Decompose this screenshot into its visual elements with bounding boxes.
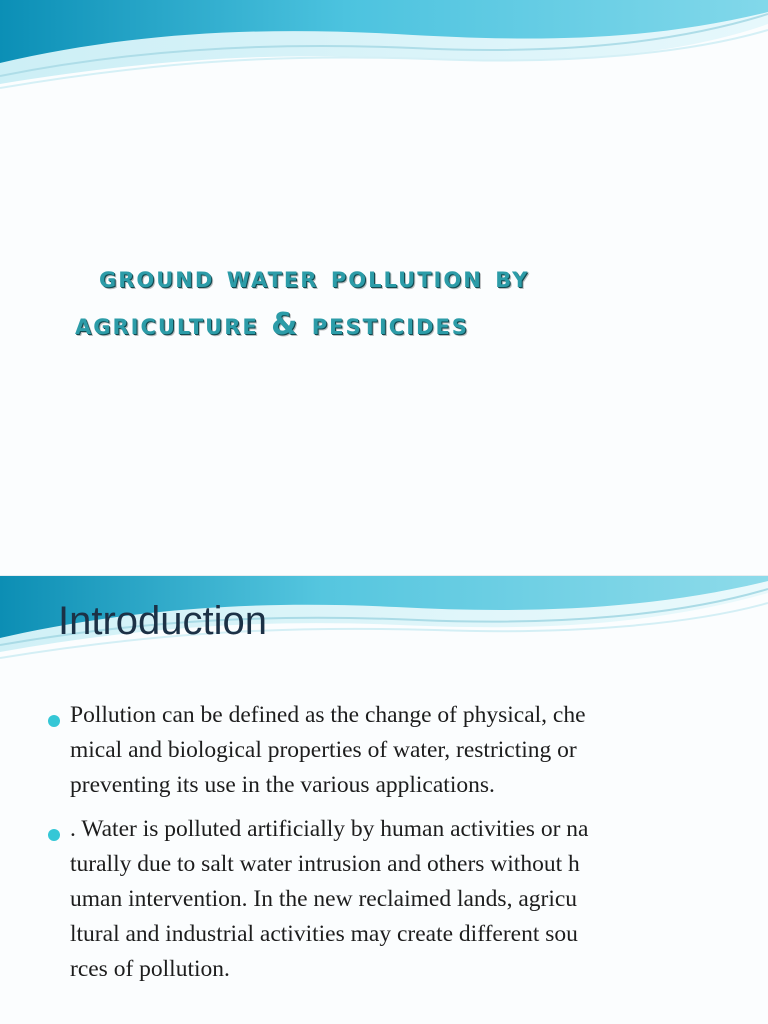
title-line-1: ground water pollution by	[99, 260, 530, 295]
bullet-item	[42, 698, 732, 803]
introduction-slide	[0, 576, 768, 1024]
bullet-dot-icon	[48, 715, 60, 727]
bullet-line: preventing its use in the various applications.	[70, 772, 495, 798]
bullet-dot-icon	[48, 829, 60, 841]
bullet-line: . Water is polluted artificially by human activities or na	[70, 816, 589, 842]
introduction-heading: Introduction	[58, 599, 268, 643]
title-line-2: agriculture & pesticides	[75, 307, 469, 342]
bullet-line: rces of pollution.	[70, 956, 230, 982]
document-title	[75, 254, 735, 348]
slide-wave-decoration	[0, 0, 768, 100]
bullet-line: uman intervention. In the new reclaimed lands, agricu	[70, 886, 578, 912]
bullet-line: Pollution can be defined as the change of physical, che	[70, 702, 586, 728]
introduction-bullets	[42, 698, 732, 996]
bullet-line: ltural and industrial activities may create different sou	[70, 921, 578, 947]
bullet-line: turally due to salt water intrusion and others without h	[70, 851, 580, 877]
bullet-item	[42, 812, 732, 987]
bullet-line: mical and biological properties of water, restricting or	[70, 737, 577, 763]
